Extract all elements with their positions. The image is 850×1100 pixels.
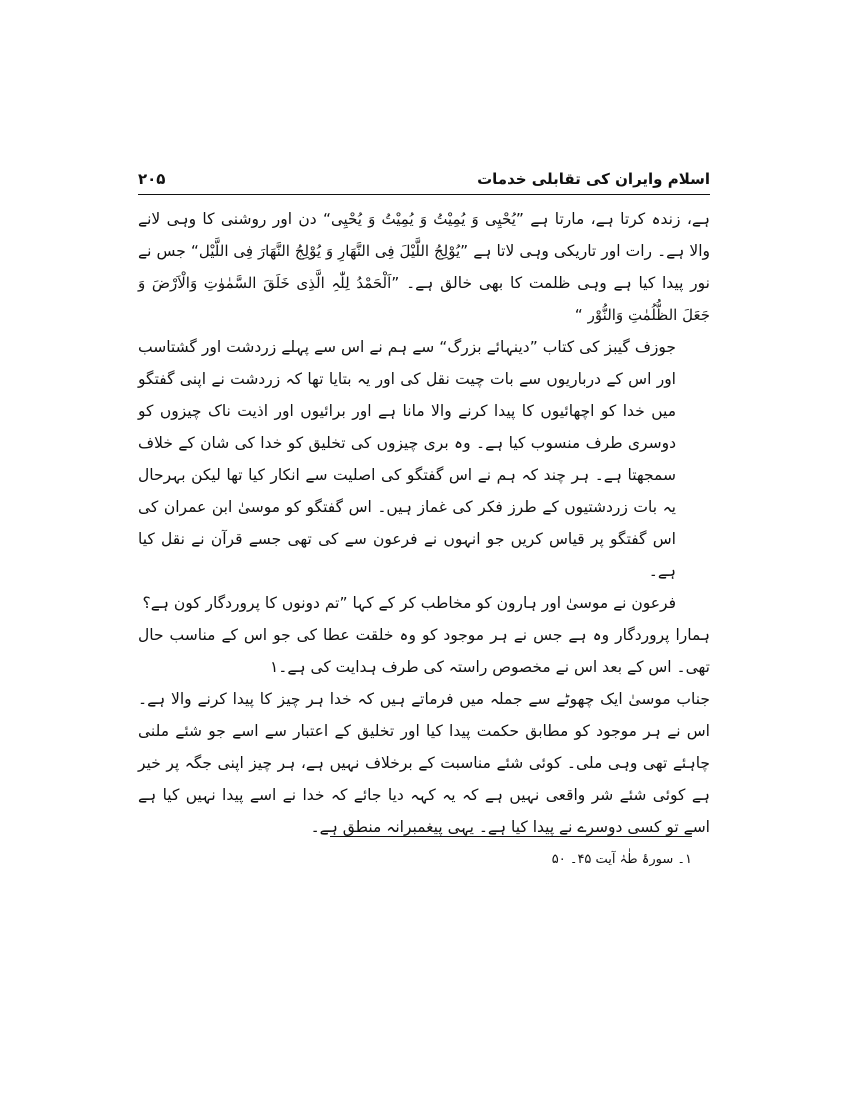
text-run: ہے، زندہ کرتا ہے، مارتا ہے ” [515,210,710,228]
paragraph-p1 [138,203,710,331]
text-run: ۱ [269,658,279,676]
arabic-quote: اَلْحَمْدُ لِلّٰہِ الَّذِی خَلَقَ السَّمٰوٰتِ وَالْاَرْضَ وَ جَعَلَ الظُّلُمٰتِ وَالنُّوْر [138,274,710,324]
text-run: “ [574,306,588,324]
text-run: “ جس نے نور پیدا کیا ہے وہی ظلمت کا بھی خالق ہے۔ ” [138,242,710,292]
body-text [138,203,710,843]
paragraph-p4 [138,619,710,683]
arabic-quote: یُحْیِی وَ یُمِیْتُ وَ یُمِیْتُ وَ یُحْیِی [331,210,516,228]
text-run: جوزف گیبز کی کتاب ”دینہائے بزرگ“ سے ہم نے اس سے پہلے زردشت اور گشتاسب اور اس کے درباریوں سے بات چیت نقل کی اور یہ بتایا تھا کہ زردشت نے اپنی گفتگو میں خدا کو اچھائیوں کا پیدا کرنے والا مانا ہے اور برائیوں اور اذیت ناک چیزوں کو دوسری طرف منسوب کیا ہے۔ وہ بری چیزوں کی تخلیق کو خدا کی شان کے خلاف سمجھتا ہے۔ ہر چند کہ ہم نے اس گفتگو کی اصلیت سے انکار کیا تھا لیکن بہرحال یہ بات زردشتیوں کے طرز فکر کی غماز ہیں۔ اس گفتگو کو موسیٰ ابن عمران کی اس گفتگو پر قیاس کریں جو انہوں نے فرعون سے کی تھی جسے قرآن نے نقل کیا ہے۔ [138,338,676,580]
text-run: جناب موسیٰ ایک چھوٹے سے جملہ میں فرماتے ہیں کہ خدا ہر چیز کا پیدا کرنے والا ہے۔ اس نے ہر موجود کو مطابق حکمت پیدا کیا اور تخلیق کے اعتبار سے اسے جو شئے ملنی چاہئے تھی وہی ملی۔ کوئی شئے مناسبت کے برخلاف نہیں ہے، ہر چیز اپنی جگہ پر خیر ہے کوئی شئے شر واقعی نہیں ہے کہ یہ کہہ دیا جائے کہ خدا نے اسے پیدا نہیں کیا ہے اسے تو کسی دوسرے نے پیدا کیا ہے۔ یہی پیغمبرانہ منطق ہے۔ [138,690,710,836]
text-run: ہمارا پروردگار وہ ہے جس نے ہر موجود کو وہ خلقت عطا کی جو اس کے مناسب حال تھی۔ اس کے بعد اس نے مخصوص راستہ کی طرف ہدایت کی ہے۔ [138,626,710,676]
paragraph-p2 [138,331,710,587]
arabic-quote: یُوْلِجُ اللَّیْلَ فِی النَّهَارِ وَ یُوْلِجُ النَّهَارَ فِی اللَّیْل [198,242,461,260]
header-title: اسلام وایران کی تقابلی خدمات [477,170,710,188]
page-number: ۲۰۵ [138,170,166,188]
footnote: ۱۔ سورۂ طٰہٰ آیت ۴۵۔ ۵۰ [551,852,692,867]
paragraph-p5 [138,683,710,843]
running-header [138,160,710,195]
footnote-separator [330,836,692,837]
paragraph-p3 [138,587,710,619]
text-run: “ دن اور روشنی کا وہی لانے والا ہے۔ رات اور تاریکی وہی لاتا ہے ” [138,210,710,260]
text-run: فرعون نے موسیٰ اور ہارون کو مخاطب کر کے کہا ”تم دونوں کا پروردگار کون ہے؟ [142,594,676,612]
